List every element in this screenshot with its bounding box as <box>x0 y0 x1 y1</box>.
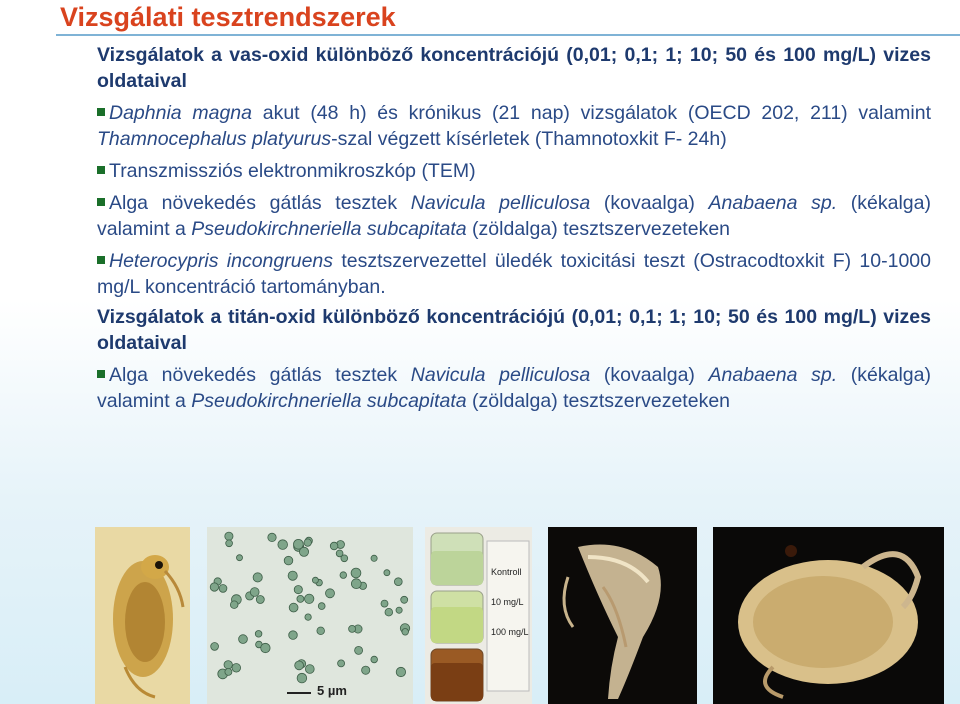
species-name: Heterocypris incongruens <box>109 250 334 272</box>
bullet-square-icon <box>97 370 105 378</box>
slide-body <box>97 42 931 414</box>
species-name: Pseudokirchneriella subcapitata <box>191 390 467 412</box>
section2-bullet-1 <box>97 362 931 414</box>
jar-label-10: 10 mg/L <box>491 597 524 607</box>
bullet-text: Alga növekedés gátlás tesztek <box>109 364 411 386</box>
section1-bullet-4 <box>97 248 931 300</box>
species-name: Anabaena sp. <box>708 364 838 386</box>
section1-bullet-3 <box>97 190 931 242</box>
bullet-text: (kékalga) valamint a <box>97 192 931 240</box>
section1-bullet-2 <box>97 158 931 184</box>
jar-label-100: 100 mg/L <box>491 627 529 637</box>
scale-bar-label: 5 µm <box>317 683 347 698</box>
thamnocephalus-photo <box>548 527 697 704</box>
bullet-text: akut (48 h) és krónikus (21 nap) vizsgálatok (OECD 202, 211) valamint <box>252 102 931 124</box>
daphnia-photo <box>95 527 190 704</box>
species-name: Navicula pelliculosa <box>410 364 591 386</box>
heterocypris-photo <box>713 527 944 704</box>
bullet-text: -szal végzett kísérletek (Thamnotoxkit F- 24h) <box>331 128 727 150</box>
slide-title: Vizsgálati tesztrendszerek <box>60 2 396 32</box>
species-name: Anabaena sp. <box>708 192 838 214</box>
bullet-text: Alga növekedés gátlás tesztek <box>109 192 411 214</box>
section1-bullet-1 <box>97 100 931 152</box>
section2-heading: Vizsgálatok a titán-oxid különböző koncentrációjú (0,01; 0,1; 1; 10; 50 és 100 mg/L) vizes oldataival <box>97 306 931 354</box>
bullet-square-icon <box>97 108 105 116</box>
bullet-text: (zöldalga) tesztszervezeteken <box>466 218 731 240</box>
bullet-text: (kovaalga) <box>590 192 709 214</box>
bullet-square-icon <box>97 256 105 264</box>
bullet-text: (zöldalga) tesztszervezeteken <box>466 390 731 412</box>
bullet-text: (kovaalga) <box>590 364 709 386</box>
section1-heading: Vizsgálatok a vas-oxid különböző koncentrációjú (0,01; 0,1; 1; 10; 50 és 100 mg/L) vizes oldataival <box>97 44 931 92</box>
bullet-square-icon <box>97 198 105 206</box>
jar-label-control: Kontroll <box>491 567 522 577</box>
species-name: Thamnocephalus platyurus <box>97 128 332 150</box>
algae-microscopy-photo <box>207 527 413 704</box>
bullet-text: Transzmissziós elektronmikroszkóp (TEM) <box>109 160 476 182</box>
species-name: Navicula pelliculosa <box>410 192 591 214</box>
species-name: Daphnia magna <box>109 102 252 124</box>
test-jars-photo <box>425 527 532 704</box>
species-name: Pseudokirchneriella subcapitata <box>191 218 467 240</box>
title-divider <box>56 34 960 36</box>
bullet-square-icon <box>97 166 105 174</box>
bullet-text: tesztszervezettel üledék toxicitási teszt (Ostracodtoxkit F) 10-1000 mg/L koncentráció tartományban. <box>97 250 931 298</box>
bullet-text: (kékalga) valamint a <box>97 364 931 412</box>
